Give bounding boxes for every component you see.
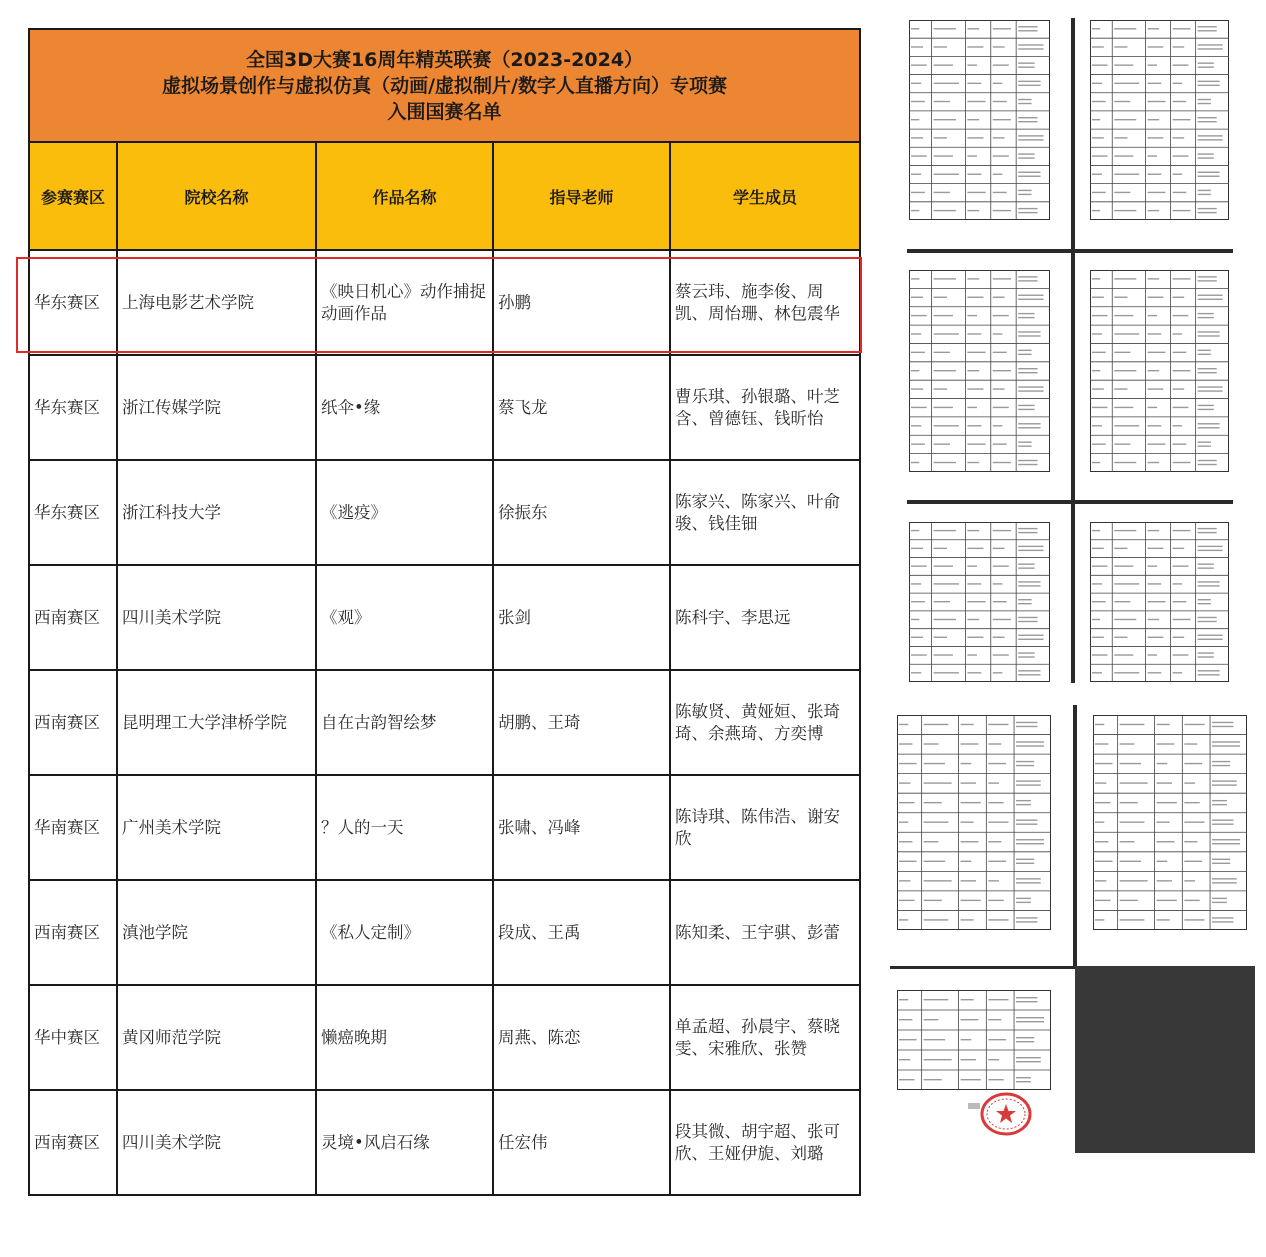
cell-work: 纸伞•缘 xyxy=(316,355,493,460)
cell-teacher: 蔡飞龙 xyxy=(493,355,670,460)
cell-region: 华中赛区 xyxy=(29,985,117,1090)
cell-work: 懒癌晚期 xyxy=(316,985,493,1090)
cell-students: 陈敏贤、黄娅姮、张琦琦、余燕琦、方奕博 xyxy=(670,670,860,775)
finalist-table xyxy=(28,28,861,1196)
cell-school: 浙江传媒学院 xyxy=(117,355,316,460)
table-row xyxy=(29,670,860,775)
cell-teacher: 徐振东 xyxy=(493,460,670,565)
table-row xyxy=(29,565,860,670)
title-line-1: 全国3D大赛16周年精英联赛（2023-2024） xyxy=(245,48,644,71)
document-page-thumbnail xyxy=(897,990,1051,1090)
cell-teacher: 段成、王禹 xyxy=(493,880,670,985)
document-page-thumbnail xyxy=(909,522,1050,682)
table-row xyxy=(29,1090,860,1195)
cell-work: ？人的一天 xyxy=(316,775,493,880)
cell-school: 四川美术学院 xyxy=(117,565,316,670)
title-line-3: 入围国赛名单 xyxy=(387,100,502,123)
table-row xyxy=(29,250,860,355)
cell-region: 西南赛区 xyxy=(29,1090,117,1195)
cell-region: 华南赛区 xyxy=(29,775,117,880)
red-seal-stamp xyxy=(980,1092,1032,1136)
cell-work: 《映日机心》动作捕捉动画作品 xyxy=(316,250,493,355)
column-header-work: 作品名称 xyxy=(316,142,493,250)
cell-work: 灵境•风启石缘 xyxy=(316,1090,493,1195)
divider-vertical xyxy=(1071,18,1075,503)
cell-teacher: 胡鹏、王琦 xyxy=(493,670,670,775)
cell-school: 浙江科技大学 xyxy=(117,460,316,565)
table-row xyxy=(29,460,860,565)
title-line-2: 虚拟场景创作与虚拟仿真（动画/虚拟制片/数字人直播方向）专项赛 xyxy=(162,74,727,97)
header-row xyxy=(29,142,860,250)
cell-school: 滇池学院 xyxy=(117,880,316,985)
cell-region: 西南赛区 xyxy=(29,565,117,670)
signature-mark xyxy=(968,1103,980,1109)
table-row xyxy=(29,985,860,1090)
document-page-thumbnail xyxy=(909,20,1050,220)
divider-horizontal xyxy=(890,966,1076,969)
cell-school: 四川美术学院 xyxy=(117,1090,316,1195)
dark-block xyxy=(1075,966,1255,1153)
divider-horizontal xyxy=(907,249,1233,253)
document-page-thumbnail xyxy=(1090,270,1229,472)
cell-teacher: 周燕、陈恋 xyxy=(493,985,670,1090)
divider-vertical xyxy=(1073,705,1077,969)
table-row xyxy=(29,355,860,460)
document-page-thumbnail xyxy=(897,715,1051,930)
cell-students: 陈科宇、李思远 xyxy=(670,565,860,670)
column-header-students: 学生成员 xyxy=(670,142,860,250)
document-page-thumbnail xyxy=(909,270,1050,472)
column-header-region: 参赛赛区 xyxy=(29,142,117,250)
cell-region: 华东赛区 xyxy=(29,460,117,565)
table-row xyxy=(29,880,860,985)
column-header-school: 院校名称 xyxy=(117,142,316,250)
cell-students: 陈知柔、王宇骐、彭蕾 xyxy=(670,880,860,985)
cell-students: 曹乐琪、孙银璐、叶芝含、曾德钰、钱昕怡 xyxy=(670,355,860,460)
cell-school: 广州美术学院 xyxy=(117,775,316,880)
cell-students: 段其微、胡宇超、张可欣、王娅伊旎、刘璐 xyxy=(670,1090,860,1195)
cell-teacher: 孙鹏 xyxy=(493,250,670,355)
document-page-thumbnail xyxy=(1090,522,1229,682)
cell-region: 华东赛区 xyxy=(29,355,117,460)
cell-work: 自在古韵智绘梦 xyxy=(316,670,493,775)
cell-work: 《逃疫》 xyxy=(316,460,493,565)
cell-region: 西南赛区 xyxy=(29,880,117,985)
cell-school: 上海电影艺术学院 xyxy=(117,250,316,355)
cell-students: 单孟超、孙晨宇、蔡晓雯、宋雅欣、张赞 xyxy=(670,985,860,1090)
cell-students: 陈家兴、陈家兴、叶俞骏、钱佳钿 xyxy=(670,460,860,565)
divider-horizontal xyxy=(907,500,1233,504)
divider-vertical xyxy=(1071,503,1075,683)
cell-school: 昆明理工大学津桥学院 xyxy=(117,670,316,775)
document-page-thumbnail xyxy=(1093,715,1247,930)
cell-teacher: 任宏伟 xyxy=(493,1090,670,1195)
document-page-thumbnail xyxy=(1090,20,1229,220)
column-header-teacher: 指导老师 xyxy=(493,142,670,250)
cell-region: 西南赛区 xyxy=(29,670,117,775)
cell-work: 《观》 xyxy=(316,565,493,670)
cell-region: 华东赛区 xyxy=(29,250,117,355)
cell-school: 黄冈师范学院 xyxy=(117,985,316,1090)
cell-teacher: 张啸、冯峰 xyxy=(493,775,670,880)
table-title xyxy=(29,29,860,142)
cell-students: 蔡云玮、施李俊、周凯、周怡珊、林包震华 xyxy=(670,250,860,355)
cell-work: 《私人定制》 xyxy=(316,880,493,985)
cell-teacher: 张剑 xyxy=(493,565,670,670)
table-row xyxy=(29,775,860,880)
cell-students: 陈诗琪、陈伟浩、谢安欣 xyxy=(670,775,860,880)
